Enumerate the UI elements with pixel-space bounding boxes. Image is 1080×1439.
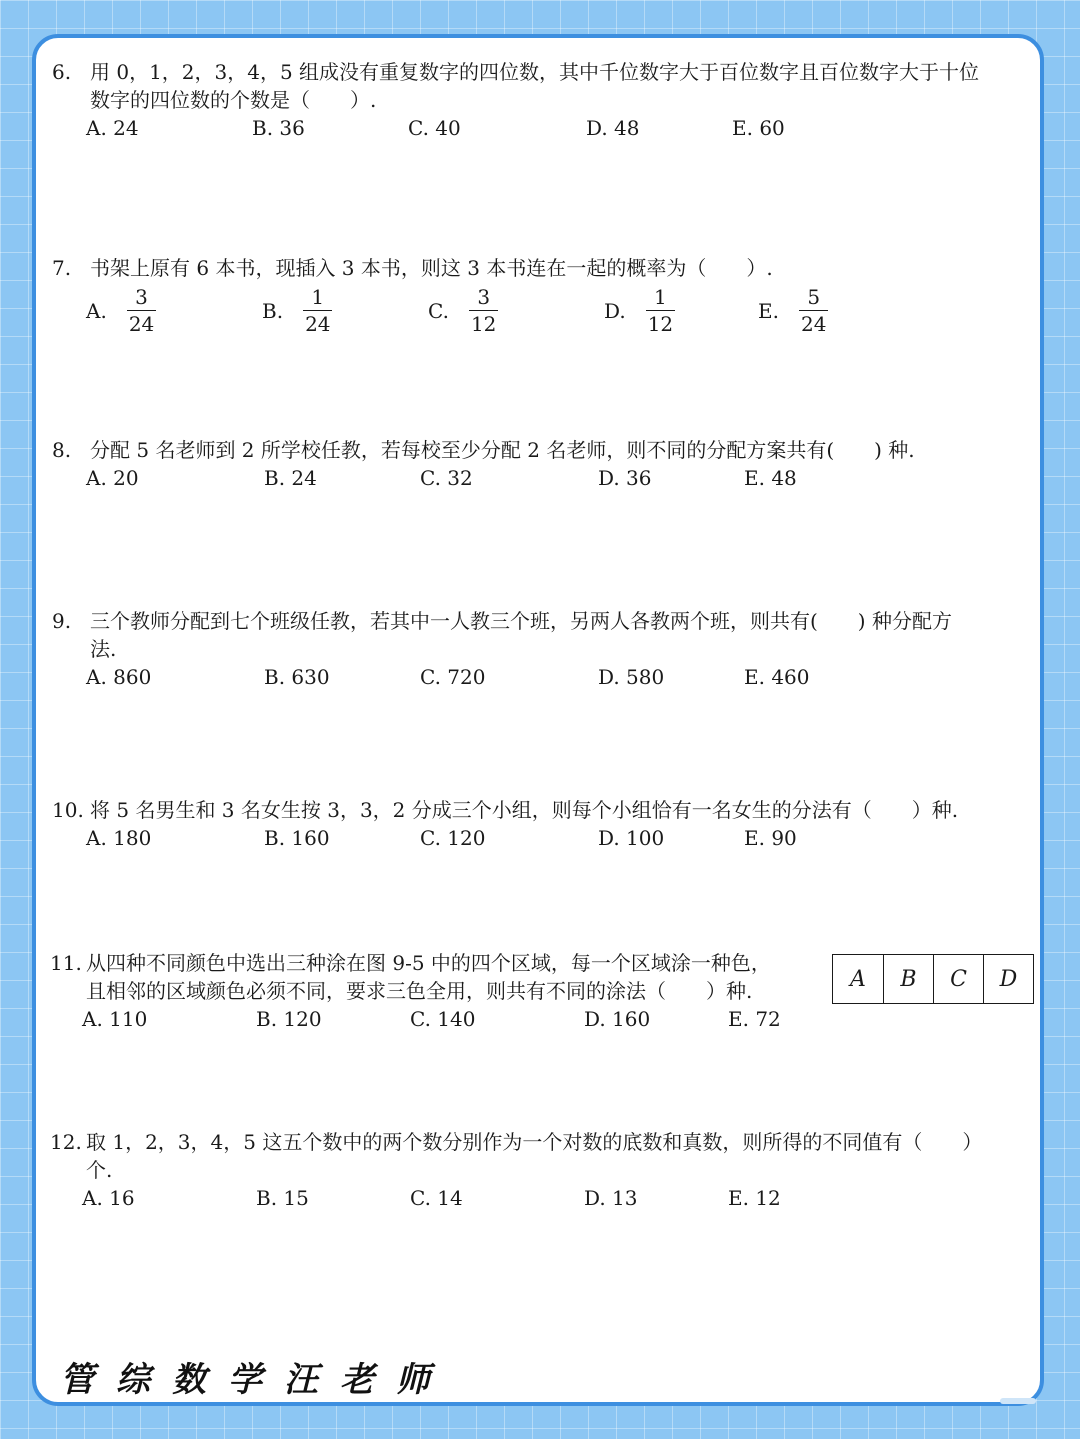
option-c[interactable] <box>428 284 504 337</box>
option-d[interactable]: D. 48 <box>586 116 640 140</box>
question-number: 10. <box>52 798 84 822</box>
question-text: 将 5 名男生和 3 名女生按 3，3，2 分成三个小组，则每个小组恰有一名女生的分法有（ ）种. <box>90 798 959 822</box>
option-d[interactable]: D. 580 <box>598 665 665 689</box>
question-text: 法. <box>90 637 117 661</box>
option-b[interactable]: B. 24 <box>264 466 317 490</box>
question-text: 书架上原有 6 本书，现插入 3 本书，则这 3 本书连在一起的概率为（ ）. <box>90 256 773 280</box>
option-b[interactable]: B. 160 <box>264 826 330 850</box>
option-c[interactable]: C. 40 <box>408 116 461 140</box>
option-e[interactable]: E. 48 <box>744 466 797 490</box>
option-a[interactable] <box>86 284 162 337</box>
fraction <box>121 284 162 337</box>
question-text: 取 1，2，3，4，5 这五个数中的两个数分别作为一个对数的底数和真数，则所得的不同值有（ ） <box>86 1130 983 1154</box>
region-b: B <box>883 955 933 1003</box>
denominator: 24 <box>128 312 155 336</box>
question-text: 三个教师分配到七个班级任教，若其中一人教三个班，另两人各教两个班，则共有( ) 种分配方 <box>90 609 952 633</box>
option-d[interactable]: D. 13 <box>584 1186 638 1210</box>
region-d: D <box>983 955 1033 1003</box>
region-a: A <box>850 966 866 992</box>
worksheet-card <box>32 34 1044 1406</box>
numerator: 3 <box>469 284 498 311</box>
option-label: A. <box>86 298 107 323</box>
question-text: 个. <box>86 1158 113 1182</box>
option-c[interactable]: C. 120 <box>420 826 486 850</box>
option-a[interactable]: A. 860 <box>86 665 152 689</box>
denominator: 12 <box>470 312 497 336</box>
question-number: 8. <box>52 438 72 462</box>
question-number: 6. <box>52 60 72 84</box>
numerator: 1 <box>303 284 332 311</box>
option-a[interactable]: A. 110 <box>82 1007 148 1031</box>
option-e[interactable] <box>758 284 834 337</box>
question-number: 7. <box>52 256 72 280</box>
option-c[interactable]: C. 720 <box>420 665 486 689</box>
option-b[interactable]: B. 15 <box>256 1186 309 1210</box>
option-b[interactable] <box>262 284 339 337</box>
option-b[interactable]: B. 120 <box>256 1007 322 1031</box>
question-text: 分配 5 名老师到 2 所学校任教，若每校至少分配 2 名老师，则不同的分配方案共有( ) 种. <box>90 438 915 462</box>
question-number: 12. <box>50 1130 82 1154</box>
question-number: 11. <box>50 951 82 975</box>
option-d[interactable]: D. 36 <box>598 466 652 490</box>
denominator: 24 <box>800 312 827 336</box>
option-a[interactable]: A. 20 <box>86 466 139 490</box>
option-d[interactable]: D. 100 <box>598 826 665 850</box>
numerator: 1 <box>646 284 675 311</box>
option-label: B. <box>262 298 284 323</box>
option-b[interactable]: B. 630 <box>264 665 330 689</box>
option-label: C. <box>428 298 449 323</box>
question-number: 9. <box>52 609 72 633</box>
fraction <box>297 284 338 337</box>
scroll-handle[interactable] <box>1000 1398 1036 1404</box>
option-e[interactable]: E. 60 <box>732 116 785 140</box>
option-e[interactable]: E. 12 <box>728 1186 781 1210</box>
fraction <box>640 284 681 337</box>
option-a[interactable]: A. 24 <box>86 116 139 140</box>
option-c[interactable]: C. 14 <box>410 1186 463 1210</box>
question-text: 数字的四位数的个数是（ ）. <box>90 88 377 112</box>
numerator: 5 <box>799 284 828 311</box>
option-c[interactable]: C. 32 <box>420 466 473 490</box>
option-label: D. <box>604 298 626 323</box>
denominator: 24 <box>305 312 331 336</box>
question-text: 从四种不同颜色中选出三种涂在图 9-5 中的四个区域，每一个区域涂一种色， <box>86 951 771 975</box>
question-text: 且相邻的区域颜色必须不同，要求三色全用，则共有不同的涂法（ ）种. <box>86 979 753 1003</box>
fraction <box>793 284 834 337</box>
option-c[interactable]: C. 140 <box>410 1007 476 1031</box>
option-d[interactable] <box>604 284 681 337</box>
option-b[interactable]: B. 36 <box>252 116 305 140</box>
fraction <box>463 284 504 337</box>
denominator: 12 <box>647 312 674 336</box>
option-e[interactable]: E. 72 <box>728 1007 781 1031</box>
option-e[interactable]: E. 90 <box>744 826 797 850</box>
option-label: E. <box>758 298 779 323</box>
author-signature: 管综数学汪老师 <box>60 1360 452 1400</box>
numerator: 3 <box>127 284 156 311</box>
option-a[interactable]: A. 180 <box>86 826 152 850</box>
region-c: C <box>933 955 983 1003</box>
option-e[interactable]: E. 460 <box>744 665 810 689</box>
question-text: 用 0，1，2，3，4，5 组成没有重复数字的四位数，其中千位数字大于百位数字且百位数字大于十位 <box>90 60 980 84</box>
region-diagram <box>832 954 1034 1004</box>
option-a[interactable]: A. 16 <box>82 1186 135 1210</box>
option-d[interactable]: D. 160 <box>584 1007 651 1031</box>
